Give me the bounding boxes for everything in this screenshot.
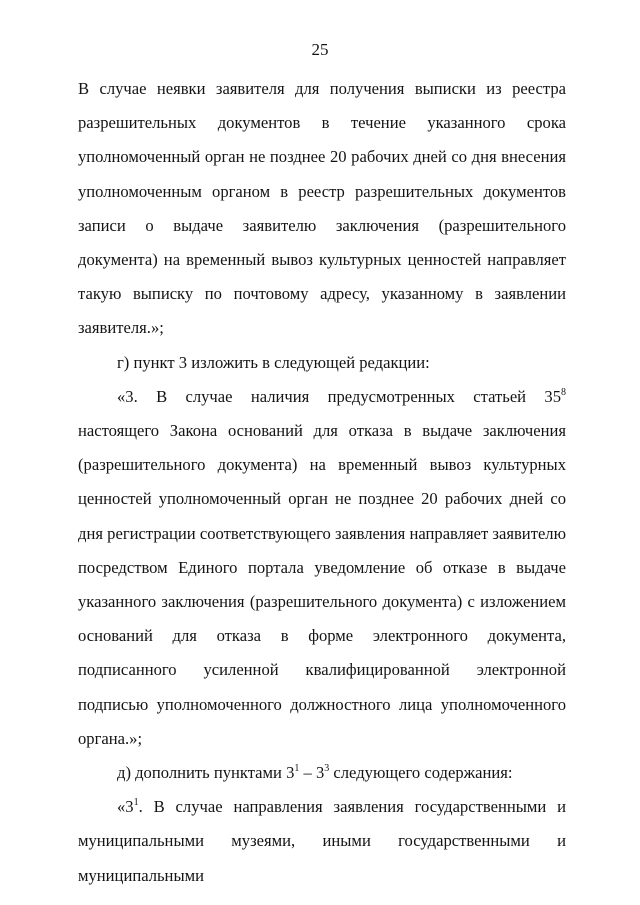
paragraph-item-g: г) пункт 3 изложить в следующей редакции: — [117, 352, 430, 372]
paragraph-point-3-rest: настоящего Закона оснований для отказа в выдаче заключения (разрешительного документа) на временный вывоз культурных ценностей уполномоченный орган не позднее 20 рабочих дней со дня регистрации соответствующего заявления направляет заявителю посредством Единого портала уведомление об отказе в выдаче указанного заключения (разрешительного документа) с изложением оснований для отказа в форме электронного документа, подписанного усиленной квалифицированной электронной подписью уполномоченного должностного лица уполномоченного органа.»; — [78, 421, 566, 748]
page-number: 25 — [311, 40, 329, 59]
point-superscript-first: 1 — [294, 763, 300, 775]
paragraph-item-d-start: д) дополнить пунктами 3 — [117, 763, 295, 783]
paragraph-point-3-1-rest: . В случае направления заявления государственными и муниципальными музеями, иными государственными и муниципальными — [78, 797, 566, 885]
point-superscript-last: 3 — [324, 763, 330, 775]
paragraph-point-3-1-start: «3 — [117, 797, 134, 817]
article-superscript: 8 — [561, 386, 566, 398]
paragraph-point-3 — [78, 380, 566, 756]
paragraph-point-3-start: «3. В случае наличия предусмотренных статьей 35 — [117, 386, 561, 406]
paragraph-closing-quote: В случае неявки заявителя для получения выписки из реестра разрешительных документов в течение указанного срока уполномоченный орган не позднее 20 рабочих дней со дня внесения уполномоченным органом в реестр разрешительных документов записи о выдаче заявителю заключения (разрешительного документа) на временный вывоз культурных ценностей направляет такую выписку по почтовому адресу, указанному в заявлении заявителя.»; — [78, 79, 566, 338]
paragraph-item-d-end: следующего содержания: — [329, 763, 513, 783]
paragraph-item-d-middle: – 3 — [299, 763, 325, 783]
paragraph-point-3-1 — [78, 790, 566, 893]
paragraph-item-d — [78, 756, 566, 790]
point-3-1-superscript: 1 — [133, 797, 139, 809]
document-body — [78, 72, 566, 893]
